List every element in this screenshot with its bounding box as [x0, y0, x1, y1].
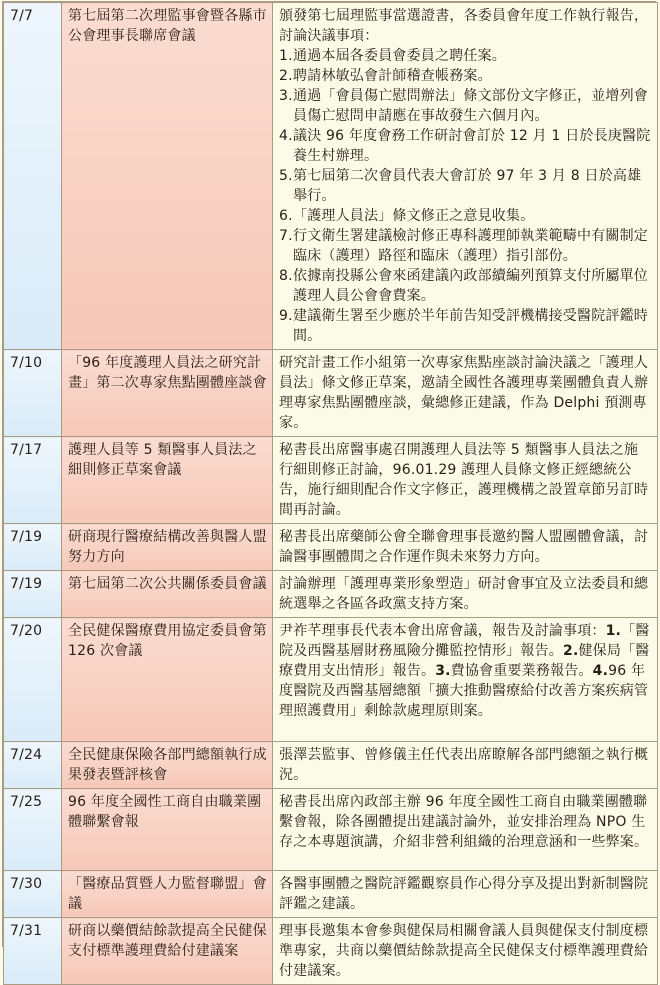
meeting-description: 研究計畫工作小組第一次專家焦點座談討論決議之「護理人員法」條文修正草案，邀請全國性各護理專業團體負責人辦理專家焦點團體座談，彙總修正建議，作為 Delphi 預測專家。 [273, 350, 658, 437]
list-item [279, 126, 652, 166]
description-intro: 頒發第七屆理監事當選證書，各委員會年度工作執行報告，討論決議事項： [279, 8, 649, 44]
date-cell: 7/30 [4, 871, 62, 918]
list-item [279, 206, 652, 226]
meeting-title: 96 年度全國性工商自由職業團體聯繫會報 [62, 789, 273, 871]
item-text: 「護理人員法」條文修正之意見收集。 [293, 208, 535, 224]
item-text: 第七屆第二次會員代表大會訂於 97 年 3 月 8 日於高雄舉行。 [293, 168, 642, 204]
meeting-title: 第七屆第二次理監事會暨各縣市公會理事長聯席會議 [62, 3, 273, 350]
table-row [4, 918, 658, 985]
table-row [4, 524, 658, 571]
date-cell: 7/10 [4, 350, 62, 437]
date-cell: 7/25 [4, 789, 62, 871]
item-number: 9. [279, 308, 293, 324]
meeting-description [273, 618, 658, 742]
meeting-description: 秘書長出席藥師公會全聯會理事長邀約醫人盟團體會議，討論醫事團體間之合作運作與未來努力方向。 [273, 524, 658, 571]
item-number: 8. [279, 268, 293, 284]
list-item [279, 306, 652, 346]
description-part: 健保局「醫療費用支出情形」報告。 [279, 643, 650, 679]
list-item [279, 66, 652, 86]
table-row [4, 350, 658, 437]
meeting-title: 研商以藥價結餘款提高全民健保支付標準護理費給付建議案 [62, 918, 273, 985]
item-text: 議決 96 年度會務工作研討會訂於 12 月 1 日於長庚醫院養生村辦理。 [293, 128, 651, 164]
table-row [4, 3, 658, 350]
table-row [4, 571, 658, 618]
date-cell: 7/19 [4, 571, 62, 618]
meeting-title: 護理人員等 5 類醫事人員法之細則修正草案會議 [62, 437, 273, 524]
list-item [279, 86, 652, 126]
description-part: 「醫院及西醫基層財務風險分攤監控情形」報告。 [279, 623, 650, 659]
item-number: 7. [279, 228, 293, 244]
meeting-description: 討論辦理「護理專業形象塑造」研討會事宜及立法委員和總統選舉之各區各政黨支持方案。 [273, 571, 658, 618]
date-cell: 7/24 [4, 742, 62, 789]
item-number: 4. [279, 128, 293, 144]
item-number: 3. [435, 663, 451, 679]
date-cell: 7/31 [4, 918, 62, 985]
item-text: 通過「會員傷亡慰問辦法」條文部份文字修正，並增列會員傷亡慰問申請應在事故發生六個月內。 [293, 88, 648, 124]
meeting-description: 秘書長出席醫事處召開護理人員法等 5 類醫事人員法之施行細則修正討論，96.01.29 護理人員條文修正經總統公告，施行細則配合作文字修正，護理機構之設置章節另訂時間再討論。 [273, 437, 658, 524]
item-number: 6. [279, 208, 293, 224]
item-number: 1. [279, 48, 293, 64]
description-part: 尹祚芊理事長代表本會出席會議，報告及討論事項： [279, 623, 606, 639]
meeting-description: 各醫事團體之醫院評鑑觀察員作心得分享及提出對新制醫院評鑑之建議。 [273, 871, 658, 918]
description-part: 96 年度醫院及西醫基層總額「擴大推動醫療給付改善方案疾病管理照護費用」剩餘款處理原則案。 [279, 663, 649, 719]
description-part: 費協會重要業務報告。 [450, 663, 593, 679]
meeting-title: 「醫療品質暨人力監督聯盟」會議 [62, 871, 273, 918]
item-number: 4. [592, 663, 609, 679]
schedule-table [3, 2, 658, 985]
meeting-title: 研商現行醫療結構改善與醫人盟努力方向 [62, 524, 273, 571]
date-cell: 7/19 [4, 524, 62, 571]
item-text: 建議衛生署至少應於半年前告知受評機構接受醫院評鑑時間。 [293, 308, 648, 344]
meeting-description: 張澤芸監事、曾修儀主任代表出席瞭解各部門總額之執行概況。 [273, 742, 658, 789]
meeting-title: 「96 年度護理人員法之研究計畫」第二次專家焦點團體座談會 [62, 350, 273, 437]
meeting-description [273, 3, 658, 350]
item-text: 聘請林敏弘會計師稽查帳務案。 [293, 68, 492, 84]
list-item [279, 226, 652, 266]
meeting-title: 全民健康保險各部門總額執行成果發表暨評核會 [62, 742, 273, 789]
meeting-description: 理事長邀集本會參與健保局相關會議人員與健保支付制度標準專家，共商以藥價結餘款提高全民健保支付標準護理費給付建議案。 [273, 918, 658, 985]
list-item [279, 266, 652, 306]
resolution-list [279, 46, 652, 346]
meeting-title: 全民健保醫療費用協定委員會第 126 次會議 [62, 618, 273, 742]
item-number: 5. [279, 168, 293, 184]
table-row [4, 789, 658, 871]
date-cell: 7/20 [4, 618, 62, 742]
table-row [4, 618, 658, 742]
table-row [4, 437, 658, 524]
list-item [279, 46, 652, 66]
meeting-title: 第七屆第二次公共關係委員會議 [62, 571, 273, 618]
date-cell: 7/7 [4, 3, 62, 350]
item-number: 3. [279, 88, 293, 104]
meeting-description: 秘書長出席內政部主辦 96 年度全國性工商自由職業團體聯繫會報，除各團體提出建議討論外，並安排治理為 NPO 生存之本專題演講，介紹非營利組織的治理意涵和一些弊案。 [273, 789, 658, 871]
item-text: 行文衛生署建議檢討修正專科護理師執業範疇中有關制定臨床（護理）路徑和臨床（護理）指引部份。 [293, 228, 648, 264]
item-number: 2. [279, 68, 293, 84]
item-text: 通過本屆各委員會委員之聘任案。 [293, 48, 506, 64]
schedule-frame [2, 1, 656, 979]
list-item [279, 166, 652, 206]
table-row [4, 742, 658, 789]
date-cell: 7/17 [4, 437, 62, 524]
item-number: 2. [563, 643, 579, 659]
item-text: 依據南投縣公會來函建議內政部續編列預算支付所屬單位護理人員公會會費案。 [293, 268, 648, 304]
item-number: 1. [605, 623, 622, 639]
table-row [4, 871, 658, 918]
